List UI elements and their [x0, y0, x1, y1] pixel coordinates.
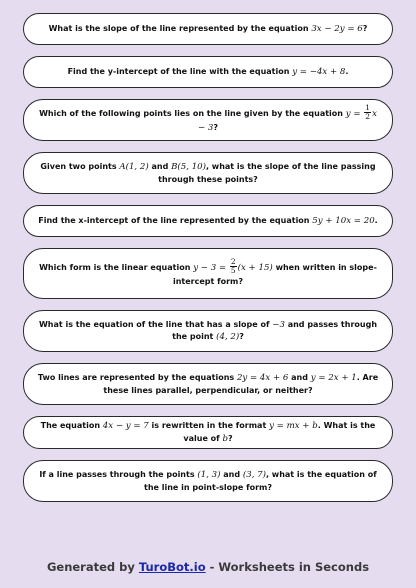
math-expression: 3x − 2y = 6 [311, 23, 363, 34]
math-expression: −3 [272, 319, 285, 330]
question-text-part: and [148, 162, 172, 171]
math-expression: 4x − y = 7 [102, 421, 149, 431]
question-text-part: ? [213, 123, 219, 133]
question-text-part: ? [239, 332, 244, 341]
question-text-part: ? [362, 23, 368, 33]
question-text [38, 215, 377, 228]
question-card-3 [23, 99, 393, 141]
fraction [230, 258, 237, 275]
question-text-part: Two lines are represented by the equations [37, 373, 237, 382]
question-text-part: . [345, 66, 349, 76]
math-expression: 5y + 10x = 20 [312, 215, 375, 226]
question-text [36, 161, 380, 185]
brand-link[interactable]: TuroBot.io [138, 560, 206, 574]
footer-suffix: - Worksheets in Seconds [205, 560, 370, 574]
question-text-part: ? [227, 433, 233, 443]
question-list [23, 13, 393, 513]
question-text-part: Which form is the linear equation [39, 263, 194, 273]
question-text-part: and passes through the point [172, 319, 378, 341]
question-text-part: . Are these lines parallel, perpendicular, or neither? [103, 373, 379, 395]
question-card-4 [23, 152, 393, 194]
question-text-part: Given two points [40, 162, 120, 171]
question-text-part: and [288, 373, 311, 382]
question-text-part: , what is the slope of the line passing through these points? [158, 162, 376, 184]
question-text-part: Find the y-intercept of the line with the equation [67, 66, 293, 76]
question-text [49, 23, 368, 36]
math-expression: (1, 3) [197, 470, 221, 480]
question-text [36, 319, 380, 344]
question-text [68, 66, 349, 79]
math-expression: A(1, 2) [119, 162, 149, 172]
question-card-8 [23, 363, 393, 405]
math-expression: (x + 15) [237, 263, 273, 274]
fraction [364, 104, 371, 121]
question-text-part: What is the slope of the line represented by the equation [48, 23, 312, 33]
fraction-denominator: 5 [230, 266, 236, 276]
question-card-1 [23, 13, 393, 45]
footer [0, 560, 416, 574]
question-text-part: Which of the following points lies on the line given by the equation [39, 109, 346, 119]
math-expression: x − 3 [197, 109, 377, 134]
question-text [36, 372, 380, 396]
math-expression: y = −4x + 8 [292, 66, 346, 77]
question-card-10 [23, 460, 393, 502]
math-expression: (3, 7) [242, 470, 266, 480]
fraction-numerator: 1 [365, 103, 371, 113]
math-expression: y − 3 = [193, 263, 229, 274]
question-text-part: Find the x-intercept of the line represented by the equation [38, 215, 313, 225]
question-card-6 [23, 248, 393, 299]
question-text [36, 105, 380, 135]
math-expression: y = 2x + 1 [310, 373, 357, 383]
math-expression: (4, 2) [216, 332, 240, 342]
question-text-part: The equation [40, 421, 103, 430]
fraction-numerator: 2 [230, 257, 236, 267]
question-text-part: , what is the equation of the line in point-slope form? [144, 470, 377, 492]
math-expression: y = mx + b [269, 421, 318, 431]
question-text-part: . What is the value of [183, 421, 376, 443]
fraction-denominator: 2 [365, 112, 371, 122]
math-expression: y = [345, 109, 364, 120]
math-expression: b [222, 433, 228, 444]
question-text-part: What is the equation of the line that has a slope of [38, 319, 273, 329]
question-text-part: and [220, 470, 243, 479]
footer-prefix: Generated by [46, 560, 139, 574]
question-card-5 [23, 205, 393, 237]
question-text [36, 259, 380, 288]
question-text [36, 420, 380, 445]
question-card-9 [23, 416, 393, 449]
question-card-7 [23, 310, 393, 352]
question-card-2 [23, 56, 393, 88]
question-text-part: . [374, 215, 378, 225]
math-expression: 2y = 4x + 6 [236, 373, 289, 383]
math-expression: B(5, 10) [171, 162, 206, 172]
question-text [36, 469, 380, 493]
question-text-part: If a line passes through the points [39, 470, 198, 479]
question-text-part: is rewritten in the format [148, 421, 270, 430]
question-text-part: when written in slope-intercept form? [172, 263, 377, 287]
